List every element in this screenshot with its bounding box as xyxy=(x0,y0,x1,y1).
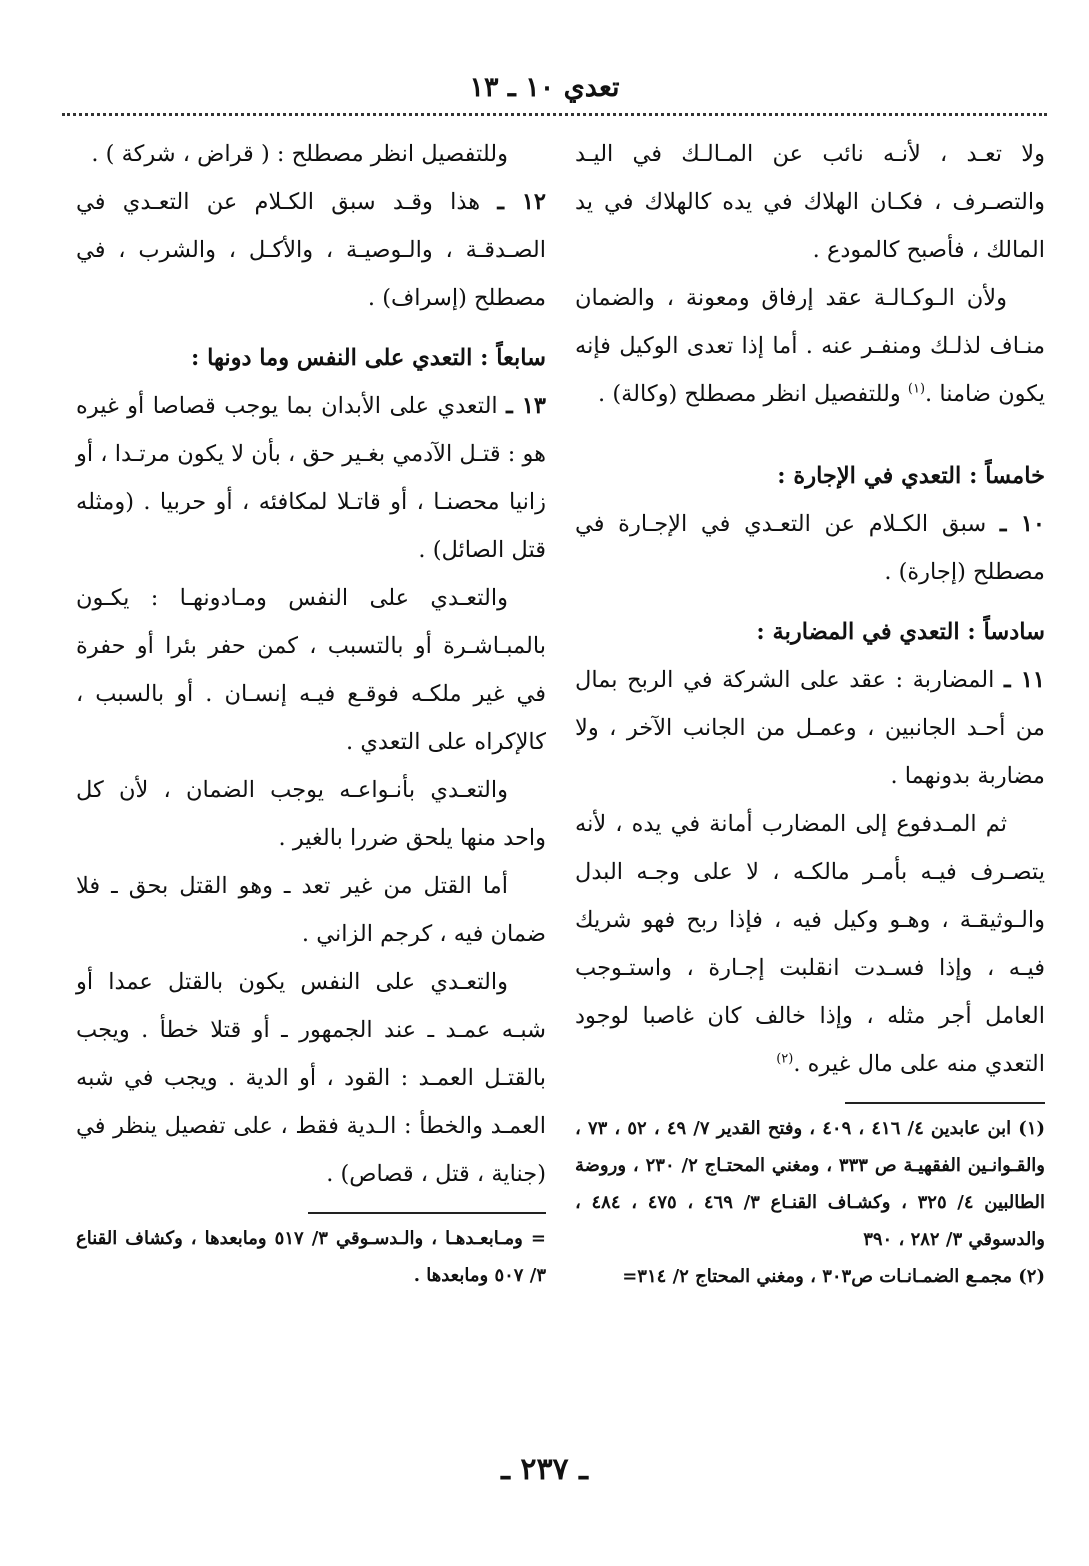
paragraph-text: سبق الكـلام عن التعـدي في الإجـارة في مصطلح (إجارة) . xyxy=(575,511,1045,585)
paragraph xyxy=(575,500,1045,596)
footnote-ref[interactable]: (٢) xyxy=(776,1051,794,1067)
right-column xyxy=(575,130,1045,1295)
paragraph xyxy=(76,178,546,322)
section-heading: خامساً : التعدي في الإجارة : xyxy=(777,463,1045,489)
paragraph-number: ١١ ـ xyxy=(1003,667,1045,693)
paragraph-text: التعدي على الأبدان بما يوجب قصاصا أو غيره هو : قتـل الآدمي بغـير حق ، بأن لا يكون مرتـدا ، أو زانيا محصنـا ، أو قاتـلا لمكافئه ، أو حربيا . (ومثله قتل الصائل) . xyxy=(76,393,546,563)
paragraph-text: ثم المـدفوع إلى المضارب أمانة في يده ، لأنه يتصـرف فيـه بأمـر مالكـه ، لا على وجـه البدل والـوثيقـة ، وهـو وكيل فيه ، فإذا ربح فهو شريك فيـه ، وإذا فسـدت انقلبت إجـارة ، واستـوجب العامل أجر مثله ، وإذا خالف كان غاصبا لوجود التعدي منه على مال غيره . xyxy=(575,811,1045,1077)
footnote: (١) ابن عابدين ٤/ ٤١٦ ، ٤٠٩ ، وفتح القدير ٧/ ٤٩ ، ٥٢ ، ٧٣ ، والقـوانـين الفقهيـة ص ٣٣٣ ، ومغني المحتـاج ٢/ ٢٣٠ ، وروضة الطالبين ٤/ ٣٢٥ ، وكشـاف القنـاع ٣/ ٤٦٩ ، ٤٧٥ ، ٤٨٤ ، والدسوقي ٣/ ٢٨٢ ، ٣٩٠ xyxy=(575,1118,1046,1250)
paragraph-text: ولأن الـوكـالـة عقد إرفاق ومعونة ، والضمان منـاف لذلـك ومنفـر عنه . أما إذا تعدى الوكيل فإنه يكون ضامنا . xyxy=(575,285,1045,407)
spacer xyxy=(575,596,1045,608)
footnote-ref[interactable]: (١) xyxy=(907,381,926,397)
section-heading: سابعاً : التعدي على النفس وما دونها : xyxy=(190,345,546,371)
footnote-continuation: = ومـابعـدهـا ، والـدسـوقي ٣/ ٥١٧ ومابعدها ، وكشاف القناع ٣/ ٥٠٧ ومابعدها . xyxy=(76,1228,546,1286)
header-dotted-rule xyxy=(62,113,1047,116)
paragraph-number: ١٠ ـ xyxy=(999,511,1045,537)
paragraph-text: المضاربة : عقد على الشركة في الربح بمال من أحـد الجانبين ، وعمـل من الجانب الآخر ، ولا مضاربة بدونهما . xyxy=(575,667,1045,789)
paragraph xyxy=(575,800,1045,1088)
footnote-rule xyxy=(308,1212,546,1214)
spacer xyxy=(76,322,546,334)
paragraph-text: وللتفصيل انظر مصطلح (وكالة) . xyxy=(598,381,908,407)
paragraph xyxy=(575,274,1045,418)
paragraph: والتعـدي بأنـواعـه يوجب الضمان ، لأن كل واحد منها يلحق ضررا بالغير . xyxy=(76,777,546,851)
paragraph-text: هذا وقـد سبق الكـلام عن التعـدي في الصـدقـة ، والـوصيـة ، والأكـل ، والشرب ، في مصطلح (إسراف) . xyxy=(76,189,546,311)
paragraph-number: ١٢ ـ xyxy=(497,189,546,215)
running-header: تعدي ١٠ ـ ١٣ xyxy=(469,72,620,103)
paragraph: أما القتل من غير تعد ـ وهو القتل بحق ـ فلا ضمان فيه ، كرجم الزاني . xyxy=(76,873,546,947)
section-heading: سادساً : التعدي في المضاربة : xyxy=(756,619,1045,645)
paragraph: وللتفصيل انظر مصطلح : ( قراض ، شركة ) . xyxy=(91,141,508,167)
footnote: (٢) مجمـع الضمـانـات ص٣٠٣ ، ومغني المحتاج ٢/ ٣١٤= xyxy=(622,1266,1045,1287)
paragraph: والتعـدي على النفس ومـادونهـا : يكـون بالمبـاشـرة أو بالتسبب ، كمن حفر بئرا أو حفرة في غير ملكـه فوقـع فيـه إنسـان . أو بالسبب ، كالإكراه على التعدي . xyxy=(76,585,546,755)
paragraph xyxy=(575,656,1045,800)
left-column xyxy=(76,130,546,1294)
paragraph: والتعـدي على النفس يكون بالقتل عمدا أو شبـه عمـد ـ عند الجمهور ـ أو قتلا خطأ . ويجب بالقتـل العمـد : القود ، أو الدية . ويجب في شبه العمـد والخطأ : الـدية فقط ، على تفصيل ينظر في (جناية ، قتل ، قصاص) . xyxy=(76,969,546,1187)
footnote-rule xyxy=(845,1102,1045,1104)
spacer xyxy=(575,418,1045,452)
paragraph-number: ١٣ ـ xyxy=(506,393,546,419)
paragraph: ولا تعـد ، لأنـه نائب عن المـالـك في اليـد والتصـرف ، فكـان الهلاك في يده كالهلاك في يد المالك ، فأصبح كالمودع . xyxy=(575,141,1045,263)
paragraph xyxy=(76,382,546,574)
page-number: ـ ٢٣٧ ـ xyxy=(501,1452,588,1487)
